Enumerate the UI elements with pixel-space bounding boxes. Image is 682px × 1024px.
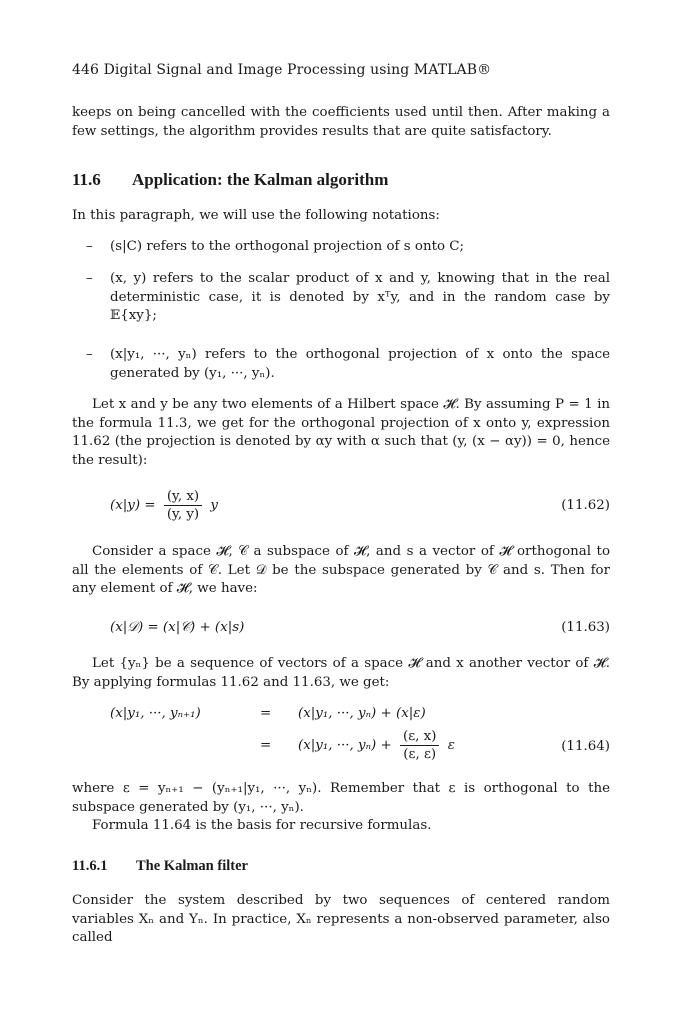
eq1162-fraction <box>164 488 202 523</box>
section-heading <box>72 170 388 190</box>
eq1162-rhs: y <box>210 498 218 513</box>
eq1162-denominator: (y, y) <box>166 507 200 522</box>
bullet-text-1: (s|C) refers to the orthogonal projection of s onto C; <box>110 239 465 254</box>
equation-label-11-63: (11.63) <box>561 620 610 635</box>
eq1164-line2-eq: = <box>260 738 272 753</box>
page <box>72 0 610 1024</box>
bullet-text-3: (x|y₁, ···, yₙ) refers to the orthogonal projection of x onto the space generated by (y₁, ···, yₙ). <box>110 347 610 381</box>
eq1164-line1-rhs: (x|y₁, ···, yₙ) + (x|ε) <box>298 706 426 721</box>
equation-11-64-line-2 <box>260 728 455 763</box>
section-number: 11.6 <box>72 170 101 189</box>
equation-label-11-64: (11.64) <box>561 739 610 754</box>
eq1164-line1-lhs: (x|y₁, ···, yₙ₊₁) <box>110 706 201 721</box>
eq1164-line1-eq: = <box>260 706 272 721</box>
bullet-item-2: – (x, y) refers to the scalar product of x and y, knowing that in the real deterministic case, it is denoted by xᵀy, and in the random case by 𝔼{xy}; <box>86 271 610 323</box>
bullet-item-3: – (x|y₁, ···, yₙ) refers to the orthogonal projection of x onto the space generated by (y₁, ···, yₙ). <box>86 347 610 381</box>
eq1164-line2-rhs-a: (x|y₁, ···, yₙ) + <box>298 738 392 753</box>
section-title: Application: the Kalman algorithm <box>132 170 389 189</box>
hilbert-paragraph: Let x and y be any two elements of a Hilbert space 𝓗. By assuming P = 1 in the formula 11.3, we get for the orthogonal projection of x onto y, expression 11.62 (the projection is denoted by αy with α such that (y, (x − αy)) = 0, hence the result): <box>72 397 610 468</box>
system-paragraph: Consider the system described by two sequences of centered random variables Xₙ and Yₙ. In practice, Xₙ represents a non-observed parameter, also called <box>72 893 610 945</box>
notation-intro: In this paragraph, we will use the following notations: <box>72 208 440 223</box>
equation-11-64-line-1 <box>110 706 426 721</box>
eq1164-line2-rhs-b: ε <box>447 738 455 753</box>
eq1163-text: (x|𝒟) = (x|𝒞) + (x|s) <box>110 620 245 635</box>
subsection-number: 11.6.1 <box>72 858 108 874</box>
equation-11-63 <box>110 620 244 635</box>
eq1164-fraction <box>400 728 439 763</box>
formula-paragraph: Formula 11.64 is the basis for recursive formulas. <box>92 818 432 833</box>
bullet-text-2: (x, y) refers to the scalar product of x and y, knowing that in the real deterministic case, it is denoted by xᵀy, and in the random case by 𝔼{xy}; <box>110 271 610 323</box>
equation-11-62 <box>110 488 218 523</box>
intro-paragraph: keeps on being cancelled with the coefficients used until then. After making a few settings, the algorithm provides results that are quite satisfactory. <box>72 105 610 139</box>
eq1164-denominator: (ε, ε) <box>403 747 437 762</box>
equation-label-11-62: (11.62) <box>561 498 610 513</box>
subsection-heading <box>72 858 248 875</box>
eq1164-numerator: (ε, x) <box>400 728 439 746</box>
bullet-item-1: – (s|C) refers to the orthogonal projection of s onto C; <box>86 239 465 254</box>
where-paragraph: where ε = yₙ₊₁ − (yₙ₊₁|y₁, ···, yₙ). Remember that ε is orthogonal to the subspace generated by (y₁, ···, yₙ). <box>72 781 610 815</box>
subsection-title: The Kalman filter <box>136 858 248 874</box>
running-header: 446 Digital Signal and Image Processing using MATLAB® <box>72 62 492 78</box>
eq1162-lhs: (x|y) = <box>110 498 156 513</box>
sequence-paragraph: Let {yₙ} be a sequence of vectors of a space 𝓗 and x another vector of 𝓗. By applying formulas 11.62 and 11.63, we get: <box>72 656 610 690</box>
eq1162-numerator: (y, x) <box>164 488 202 506</box>
subspace-paragraph: Consider a space 𝓗, 𝒞 a subspace of 𝓗, and s a vector of 𝓗 orthogonal to all the elements of 𝒞. Let 𝒟 be the subspace generated by 𝒞 and s. Then for any element of 𝓗, we have: <box>72 544 610 596</box>
